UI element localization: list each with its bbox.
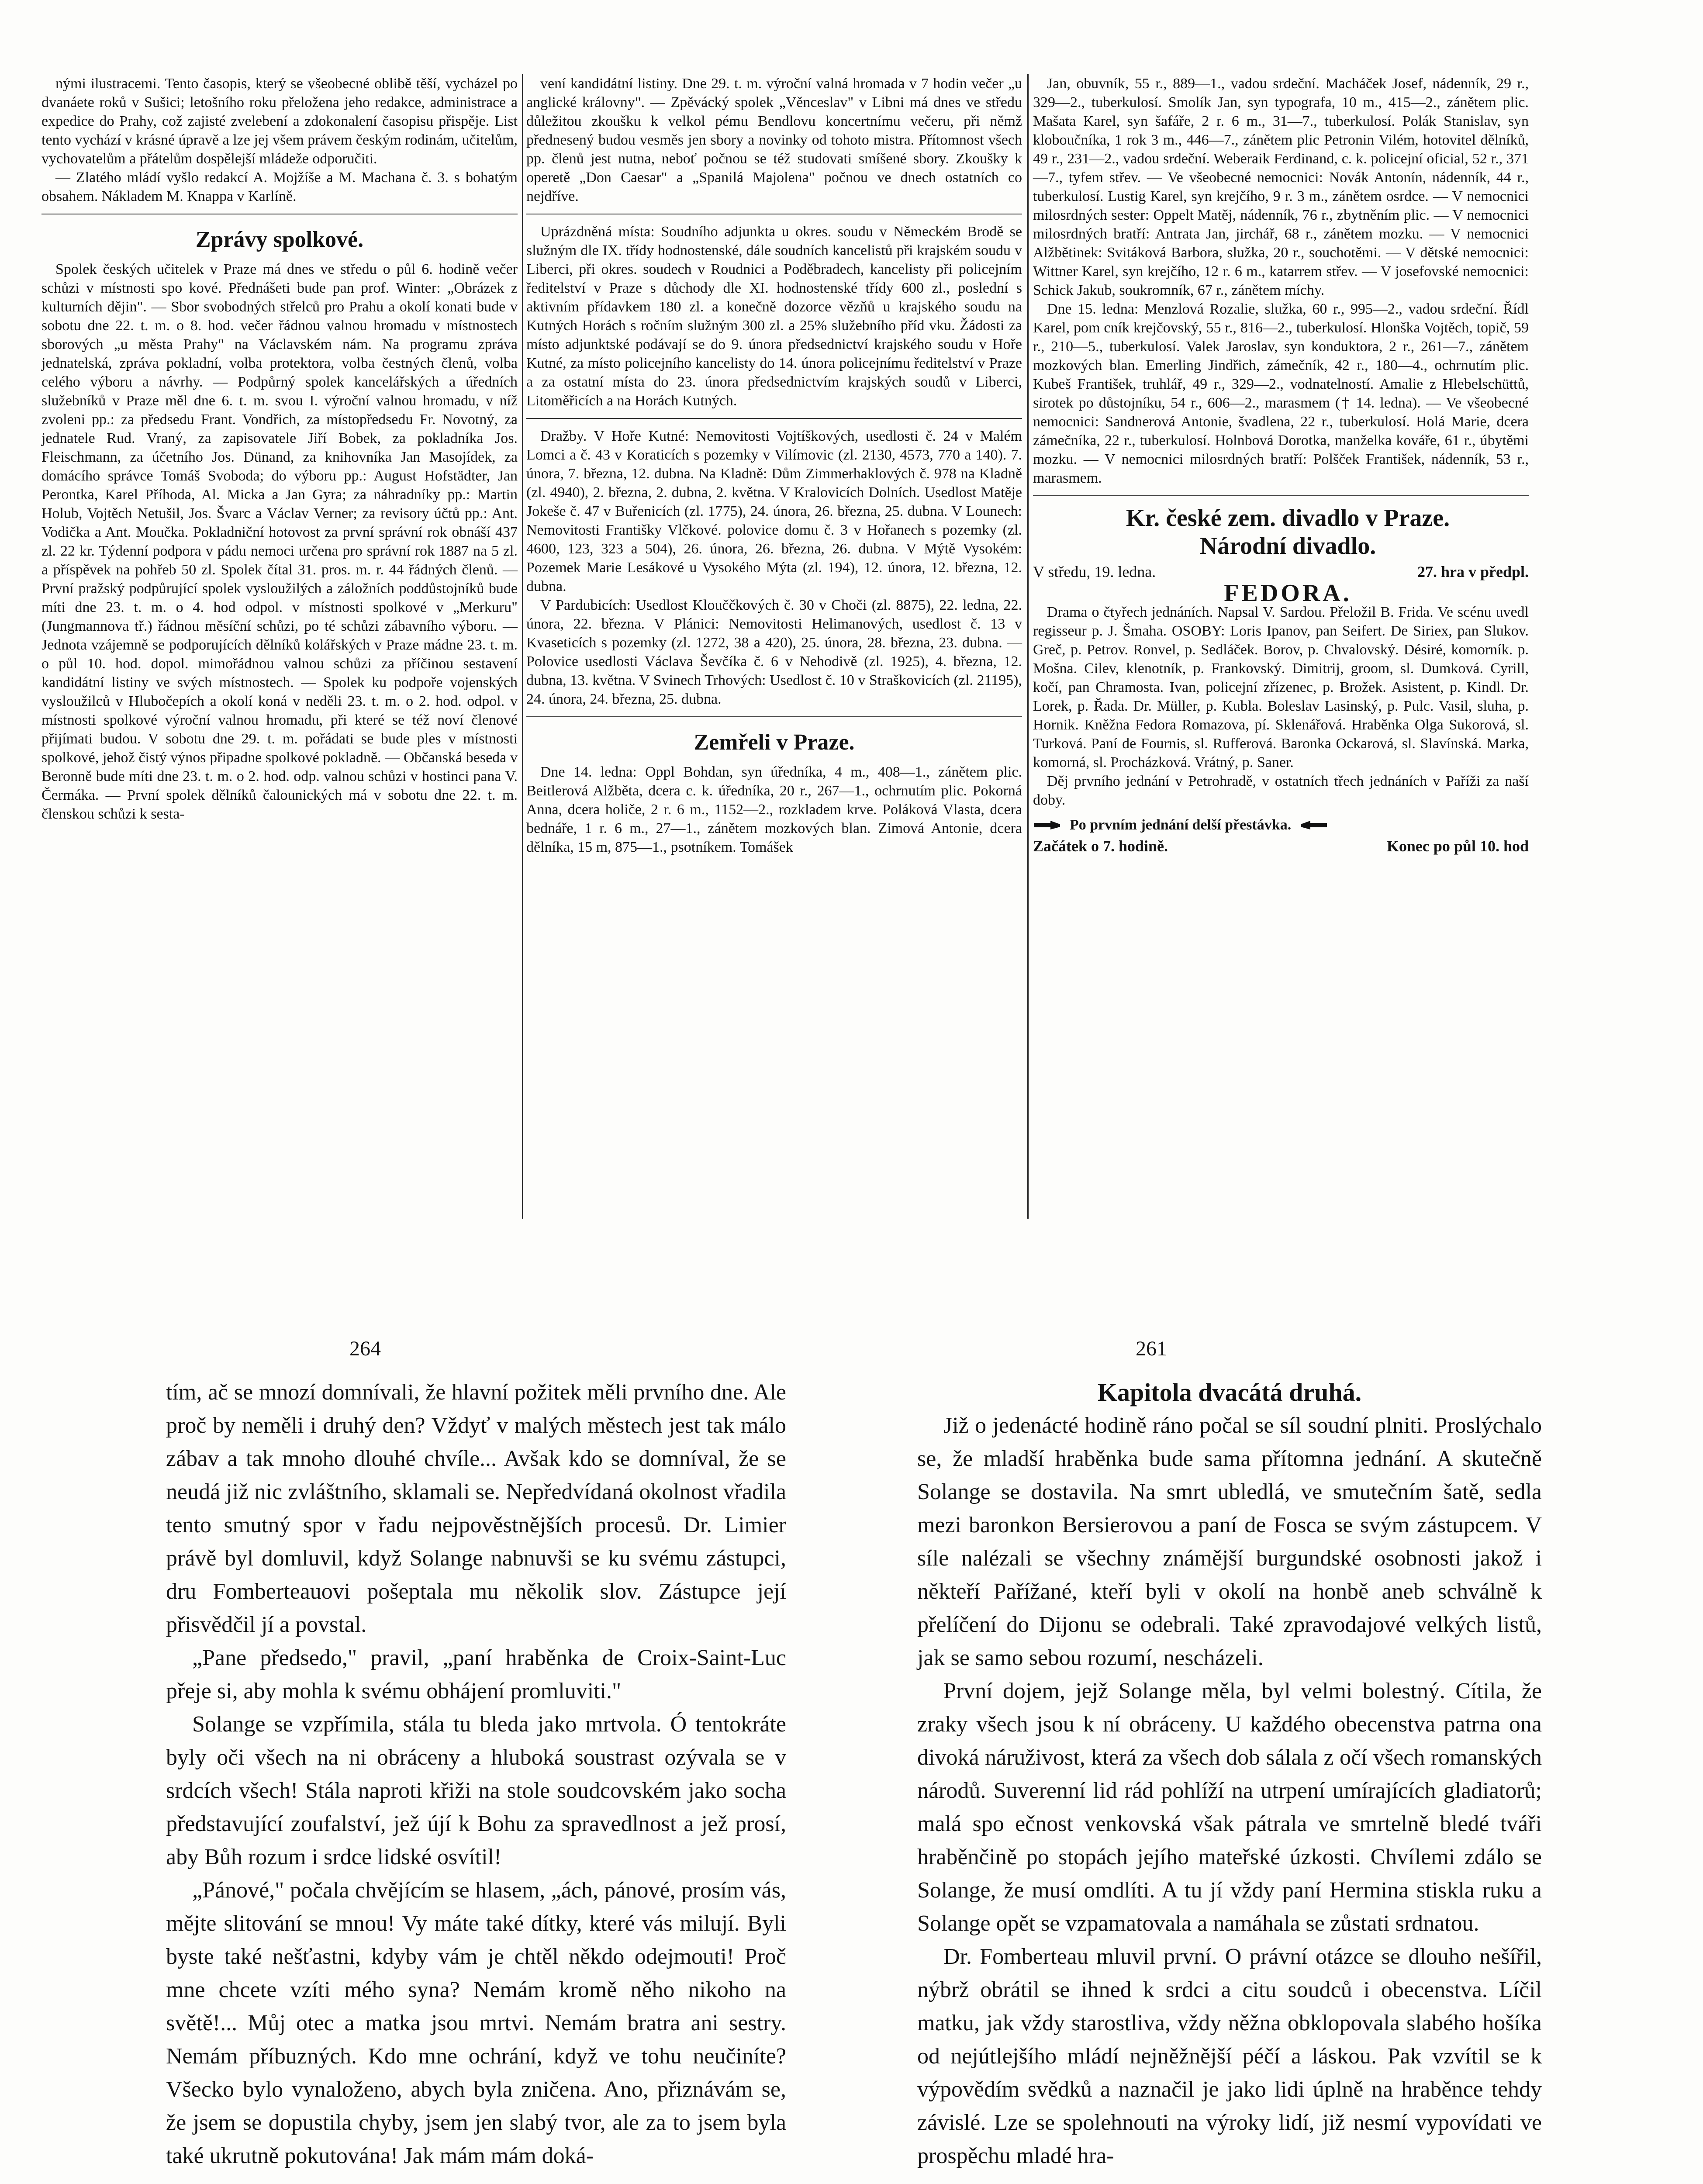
novel-left-p3: Solange se vzpřímila, stála tu bleda jako mrtvola. Ó tentokráte byly oči všech na ni obráceny a hluboká soustrast ozývala se v srdcích všech! Stála naproti křiži na stole soudcovském jako socha představující zoufalství, jež újí k Bohu za spravedlnost a jež prosí, aby Bůh rozum i srdce lidské osvítil! <box>166 1712 786 1870</box>
novel-page-left <box>166 1376 786 2173</box>
section-heading-zemreli: Zemřeli v Praze. <box>694 730 855 755</box>
intermission-notice <box>1033 816 1529 834</box>
column-rule-1 <box>522 74 523 1219</box>
novel-footer <box>917 2181 1542 2184</box>
pointing-hand-icon-right <box>1297 819 1328 831</box>
start-end-row <box>1033 837 1529 856</box>
auctions-text-2: V Pardubicích: Usedlost Klouččkových č. 30 v Choči (zl. 8875), 22. ledna, 22. února, 22. března. V Plánici: Nemovitosti Helimanových, usedlost č. 13 v Kvaseticích s pozemky (zl. 1272, 38 a 420), 25. února, 28. března, 23. dubna. — Polovice usedlosti Václava Ševčíka č. 6 v Nehodivě (zl. 1925), 4. března, 12. dubna, 13. května. V Svinech Trhových: Usedlost č. 10 v Straškovicích (zl. 21195), 24. února, 24. března, 25. dubna. <box>526 597 1022 707</box>
zlate-mladi-notice: — Zlatého mládí vyšlo redakcí A. Mojžíše a M. Machana č. 3. s bohatým obsahem. Nákladem M. Knappa v Karlíně. <box>41 169 518 204</box>
novel-left-p2: „Pane předsedo," pravil, „paní hraběnka de Croix-Saint-Luc přeje si, aby mohla k svému obhájení promluviti." <box>166 1645 786 1704</box>
novel-footer-number <box>1522 2181 1542 2184</box>
start-time: Začátek o 7. hodině. <box>1033 837 1168 855</box>
novel-left-p1: tím, ač se mnozí domnívali, že hlavní požitek měli prvního dne. Ale proč by neměli i druhý den? Vždyť v malých městech jest tak málo zábav a tak mnoho dlouhé chvíle... Avšak kdo se domníval, že se neudá již nic zvláštního, sklamali se. Nepředvídaná okolnost vřadila tento smutný spor v řadu nejpověstnějších procesů. Dr. Limier právě byl domluvil, když Solange nabnuvši se ku svému zástupci, dru Fomberteauovi pošeptala mu několik slov. Zástupce její přisvědčil jí a povstal. <box>166 1380 786 1637</box>
divider <box>526 716 1022 717</box>
novel-right-p3: Dr. Fomberteau mluvil první. O právní otázce se dlouho nešířil, nýbrž obrátil se ihned k srdci a citu soudců i obecenstva. Líčil matku, jak vždy starostliva, vždy něžna obklopovala slabého hošíka od nejútlejšího mládí nejněžnější péčí a láskou. Pak vzvítil se k výpovědím svědků a naznačil je jako lidi úplně na hraběnce tehdy závislé. Lze se spolehnouti na výroky lidí, již nesmí vypovídati ve prospěchu mladé hra- <box>917 1944 1542 2168</box>
club-news-continued: vení kandidátní listiny. Dne 29. t. m. výroční valná hromada v 7 hodin večer „u anglické královny". — Zpěvácký spolek „Věnceslav" v Libni má dnes ve středu důležitou zkoušku k velkol pému Bendlovu koncertnímu večeru, při němž přednesený budou vesměs jen sbory a novinky od tohoto mistra. Přítomnost všech pp. členů jest nutna, neboť počnou se též studovati smíšené sbory. Zkoušky k operetě „Don Caesar" a „Spanilá Majolena" počnou ve dnech ostatních co nejdříve. <box>526 76 1022 204</box>
column-rule-2 <box>1027 74 1029 1219</box>
deaths-15-january: Dne 15. ledna: Menzlová Rozalie, služka, 60 r., 995—2., vadou srdeční. Řídl Karel, pom cník krejčovský, 55 r., 816—2., tuberkulosí. Hlonška Vojtěch, topič, 59 r., 210—5., tuberkulosí. Valek Jaroslav, syn konduktora, 2 r., 261—7., zánětem mozkových blan. Emerling Jindřich, zámečník, 42 r., 180—4., ochrnutím plic. Kubeš František, truhlář, 49 r., 329—2., vodnatelností. Amalie z Hlebelschüttů, sirotek po důstojníku, 54 r., 606—2., marasmem († 14. ledna). — Ve všeobecné nemocnici: Sandnerová Antonie, švadlena, 22 r., tuberkulosí. Holá Marie, dcera zámečníka, 22 r., tuberkulosí. Holnbová Dorotka, manželka kováře, 61 r., úbytěmi mozku. — V nemocnici milosrdných bratří: Polšček František, nádenník, 53 r., marasmem. <box>1033 301 1529 486</box>
intermission-text: Po prvním jednání delší přestávka. <box>1070 817 1292 833</box>
play-setting: Děj prvního jednání v Petrohradě, v ostatních třech jednáních v Paříži za naší doby. <box>1033 773 1529 808</box>
novel-right-p1: Již o jedenácté hodině ráno počal se síl soudní plniti. Proslýchalo se, že mladší hraběnka bude sama přítomna jednání. A skutečně Solange se dostavila. Na smrt ubledlá, ve smutečním šatě, sedla mezi baronkon Bersierovou a paní de Fosca se svým zástupcem. V síle nalézali se všechny známější burgundské osobnosti jakož i někteří Pařížané, kteří byli v okolí na honbě aneb schválně k přelíčení do Dijonu se odebrali. Také zpravodajové velkých listů, jak se samo sebou rozumí, nescházeli. <box>917 1413 1542 1670</box>
divider <box>1033 495 1529 496</box>
deaths-text: Dne 14. ledna: Oppl Bohdan, syn úředníka, 4 m., 408—1., zánětem plic. Beitlerová Alžběta, dcera c. k. úředníka, 20 r., 267—1., ochrnutím plic. Pokorná Anna, dcera holiče, 2 r. 6 m., 1152—2., rozkladem krve. Poláková Vlasta, dcera bednáře, 1 r. 6 m., 27—1., zánětem mozkových blan. Zimová Antonie, dcera dělníka, 15 m, 875—1., psotníkem. Tomášek <box>526 764 1022 855</box>
column-2 <box>526 74 1022 857</box>
novel-page-right <box>917 1376 1542 2184</box>
theatre-subheading: Národní divadlo. <box>1199 532 1376 560</box>
column-3 <box>1033 74 1529 858</box>
deaths-continued: Jan, obuvník, 55 r., 889—1., vadou srdeční. Macháček Josef, nádenník, 29 r., 329—2., tuberkulosí. Smolík Jan, syn typografa, 10 m., 415—2., zánětem plic. Mašata Karel, syn šafáře, 2 r. 6 m., 31—7., tuberkulosí. Polák Stanislav, syn kloboučníka, 1 rok 3 m., 446—7., zánětem plic Petronin Vilém, hotovitel dělníků, 49 r., 231—2., vadou srdeční. Weberaik Ferdinand, c. k. policejní oficial, 52 r., 371—7., tyfem střev. — Ve všeobecné nemocnici: Novák Antonín, nádenník, 44 r., tuberkulosí. Lustig Karel, syn krejčího, 9 r. 3 m., zánětem osrdce. — V nemocnici milosrdných sester: Oppelt Matěj, nádenník, 76 r., zbytněním plic. — V nemocnici milosrdných bratří: Antrata Jan, jirchář, 68 r., zánětem mozku. — V nemocnici Alžbětinek: Svitáková Barbora, služka, 20 r., souchotěmi. — V dětské nemocnici: Wittner Karel, syn krejčího, 12 r. 6 m., katarrem střev. — V josefovské nemocnici: Schick Jakub, soukromník, 67 r., zánětem míchy. <box>1033 76 1529 298</box>
novel-footer-title <box>917 2181 1130 2184</box>
right-page-number: 261 <box>1136 1337 1167 1360</box>
chapter-title: Kapitola dvacátá druhá. <box>1097 1378 1362 1406</box>
subscription-number: 27. hra v předpl. <box>1417 563 1529 581</box>
divider <box>526 418 1022 419</box>
novel-right-p2: První dojem, jejž Solange měla, byl velmi bolestný. Cítila, že zraky všech jsou k ní obráceny. U každého obecenstva patrna ona divoká náruživost, která za všech dob sálala z očí všech romanských národů. Suverenní lid rád pohlíží na utrpení umírajících gladiatorů; malá spo ečnost venkovská však pátrala ve smrtelně bledé tváři hraběnčině po stopách jejího mateřské úzkosti. Chvílemi zdálo se Solange, že musí omdlíti. A tu jí vždy paní Hermina stiskla ruku a Solange opět se vzpamatovala a namáhala se zůstati srdnatou. <box>917 1679 1542 1936</box>
magazine-notice: nými ilustracemi. Tento časopis, který se všeobecné oblibě těší, vycházel po dvanáete roků v Sušici; letošního roku přeložena jeho redakce, administrace a expedice do Prahy, což zajisté zvelebení a zdokonalení časopisu přispěje. List tento vychází v krásné úpravě a lze jej všem právem českým rodinám, učitelům, vychovatelům a přátelům dospělejší mládeže odporučiti. <box>41 76 518 167</box>
left-page-number: 264 <box>349 1337 381 1360</box>
performance-date-row <box>1033 563 1529 581</box>
play-title: FEDORA. <box>1224 580 1352 607</box>
performance-date: V středu, 19. ledna. <box>1033 563 1156 581</box>
section-heading-spolkove: Zprávy spolkové. <box>195 227 364 252</box>
auctions-text: Dražby. V Hoře Kutné: Nemovitosti Vojtíškových, usedlosti č. 24 v Malém Lomci a č. 43 v Koraticích s pozemky v Vilímovic (zl. 2130, 4573, 770 a 140). 7. února, 7. března, 12. dubna. Na Kladně: Dům Zimmerhaklových č. 978 na Kladně (zl. 4940), 2. března, 2. dubna, 2. května. V Kralovicích Dolních. Usedlost Matěje Jokeše č. 47 v Buřenicích (zl. 1775), 24. února, 26. března, 25. dubna. V Lounech: Nemovitosti Františky Vlčkové. polovice domu č. 3 v Hořanech s pozemky (zl. 4600, 123, 323 a 504), 26. února, 26. března, 26. dubna. V Mýtě Vysokém: Pozemek Marie Lesákové u Vysokého Mýta (zl. 194), 12. února, 12. března, 12. dubna. <box>526 428 1022 594</box>
pointing-hand-icon <box>1033 819 1064 831</box>
play-cast: Drama o čtyřech jednáních. Napsal V. Sardou. Přeložil B. Frida. Ve scénu uvedl regisseur p. J. Šmaha. OSOBY: Loris Ipanov, pan Seifert. De Siriex, pan Slukov. Greč, p. Petrov. Ronvel, p. Sedláček. Borov, p. Chvalovský. Désiré, komorník. p. Mošna. Cilev, klenotník, p. Frankovský. Dimitrij, groom, sl. Dumková. Cyrill, kočí, pan Chramosta. Ivan, policejní zřízenec, p. Brožek. Asistent, p. Kindl. Dr. Lorek, p. Řada. Dr. Müller, p. Kubla. Boleslav Lasinský, p. Pulc. Vasil, sluha, p. Hornik. Kněžna Fedora Romazova, pí. Sklenářová. Hraběnka Olga Sukorová, sl. Turková. Paní de Fournis, sl. Rufferová. Baronka Ockarová, sl. Slavínská. Marka, komorná, sl. Procházková. Vrátný, p. Saner. <box>1033 604 1529 771</box>
theatre-heading: Kr. české zem. divadlo v Praze. <box>1126 505 1450 532</box>
novel-left-p4: „Pánové," počala chvějícím se hlasem, „ách, pánové, prosím vás, mějte slitování se mnou! Vy máte také dítky, které vás milují. Byli byste také nešťastni, kdyby vám je chtěl někdo odejmouti! Proč mne chcete vzíti mého syna? Nemám kromě něho nikoho na světě!... Můj otec a matka jsou mrtvi. Nemám bratra ani sestry. Nemám příbuzných. Kdo mne ochrání, když ve tohu neučiníte? Všecko bylo vynaloženo, abych byla zničena. Ano, přiznávám se, že jsem se dopustila chyby, jsem jen slabý tvor, ale za to jsem byla také ukrutně pokutována! Jak mám mám doká- <box>166 1878 786 2168</box>
column-1 <box>41 74 518 823</box>
club-news-text: Spolek českých učitelek v Praze má dnes ve středu o půl 6. hodině večer schůzi v místnosti spo kové. Přednášeti bude pan prof. Winter: „Obrázek z kulturních dějin". — Sbor svobodných střelců pro Prahu a okolí konati bude v sobotu dne 22. t. m. o 8. hod. večer řádnou valnou hromadu v místnostech sborových „u města Prahy" na Václavském nám. Na programu zpráva jednatelská, zpráva pokladní, volba protektora, volba čestných členů, volba celého výboru a návrhy. — Podpůrný spolek kancelářských a úředních služebníků v Praze měl dne 6. t. m. svou I. výroční valnou hromadu, v níž zvoleni pp.: za předsedu Frant. Vondřich, za místopředsedu Fr. Novotný, za jednatele Rud. Vraný, za zapisovatele Jiří Bobek, za pokladníka Jos. Fleischmann, za účetního Jos. Dünand, za knihovníka Jan Masojídek, za domácího správce Tomáš Svoboda; do výboru pp.: August Hofstädter, Jan Perontka, Karel Příhoda, Al. Micka a Jan Gyra; za náhradníky pp.: Martin Holub, Vojtěch Netušil, Jos. Švarc a Václav Verner; za revisory účtů pp.: Ant. Vodička a Ant. Moučka. Pokladniční hotovost za první správní rok obnáší 437 zl. 22 kr. Týdenní podpora v pádu nemoci určena pro správní rok 1887 na 5 zl. a příspěvek na pohřeb 50 zl. Spolek čítal 31. pros. m. r. 44 řádných členů. — První pražský podpůrující spolek vysloužilých a záložních poddůstojníků bude míti dne 23. t. m. o 4. hod odpol. v místnosti spolkové v „Merkuru" (Jungmannova tř.) řádnou měsíční schůzi, po té schůzi zábavního výboru. — Jednota vzájemně se podporujících dělníků kolářských v Praze mádne 23. t. m. o půl 10. hod. dopol. mimořádnou valnou schůzi za příčinou sestavení kandidátní listiny ve svých místnostech. — Spolek ku podpoře vojenských vysloužilců v Hlubočepích a okolí koná v neděli 23. t. m. o 2. hod. odpol. v místnosti spolkové výroční valnou hromadu, při které se též noví členové přijímati budou. V sobotu dne 29. t. m. pořádati se bude ples v místnosti spolkové, jehož čistý výnos připadne spolkové pokladně. — Občanská beseda v Beronně bude míti dne 23. t. m. o 2. hod. odp. valnou schůzi v hostinci pana V. Čermáka. — První spolek dělníků čalounických má v sobotu dne 22. t. m. členskou schůzi k sesta- <box>41 261 518 822</box>
vacancies-text: Uprázdněná místa: Soudního adjunkta u okres. soudu v Německém Brodě se služným dle IX. třídy hodnostenské, dále soudních kancelistů při krajském soudu v Liberci, při okres. soudech v Roudnici a Poděbradech, kancelisty při policejním ředitelství v Praze s důchody dle XI. hodnostenské třídy 600 zl., poslední s aktivním přídavkem 180 zl. a konečně dozorce vězňů u krajského soudu na Kutných Horách s ročním služným 300 zl. a 25% služebního příd vku. Žádosti za místo adjunktské podávají se do 9. února předsednictví krajského soudu v Hoře Kutné, za místo policejního kancelisty do 14. února policejnímu ředitelství v Praze a za ostatní místa do 23. února předsednictvím krajských soudů v Liberci, Litoměřicích a na Horách Kutných. <box>526 224 1022 409</box>
end-time: Konec po půl 10. hod <box>1386 837 1529 855</box>
